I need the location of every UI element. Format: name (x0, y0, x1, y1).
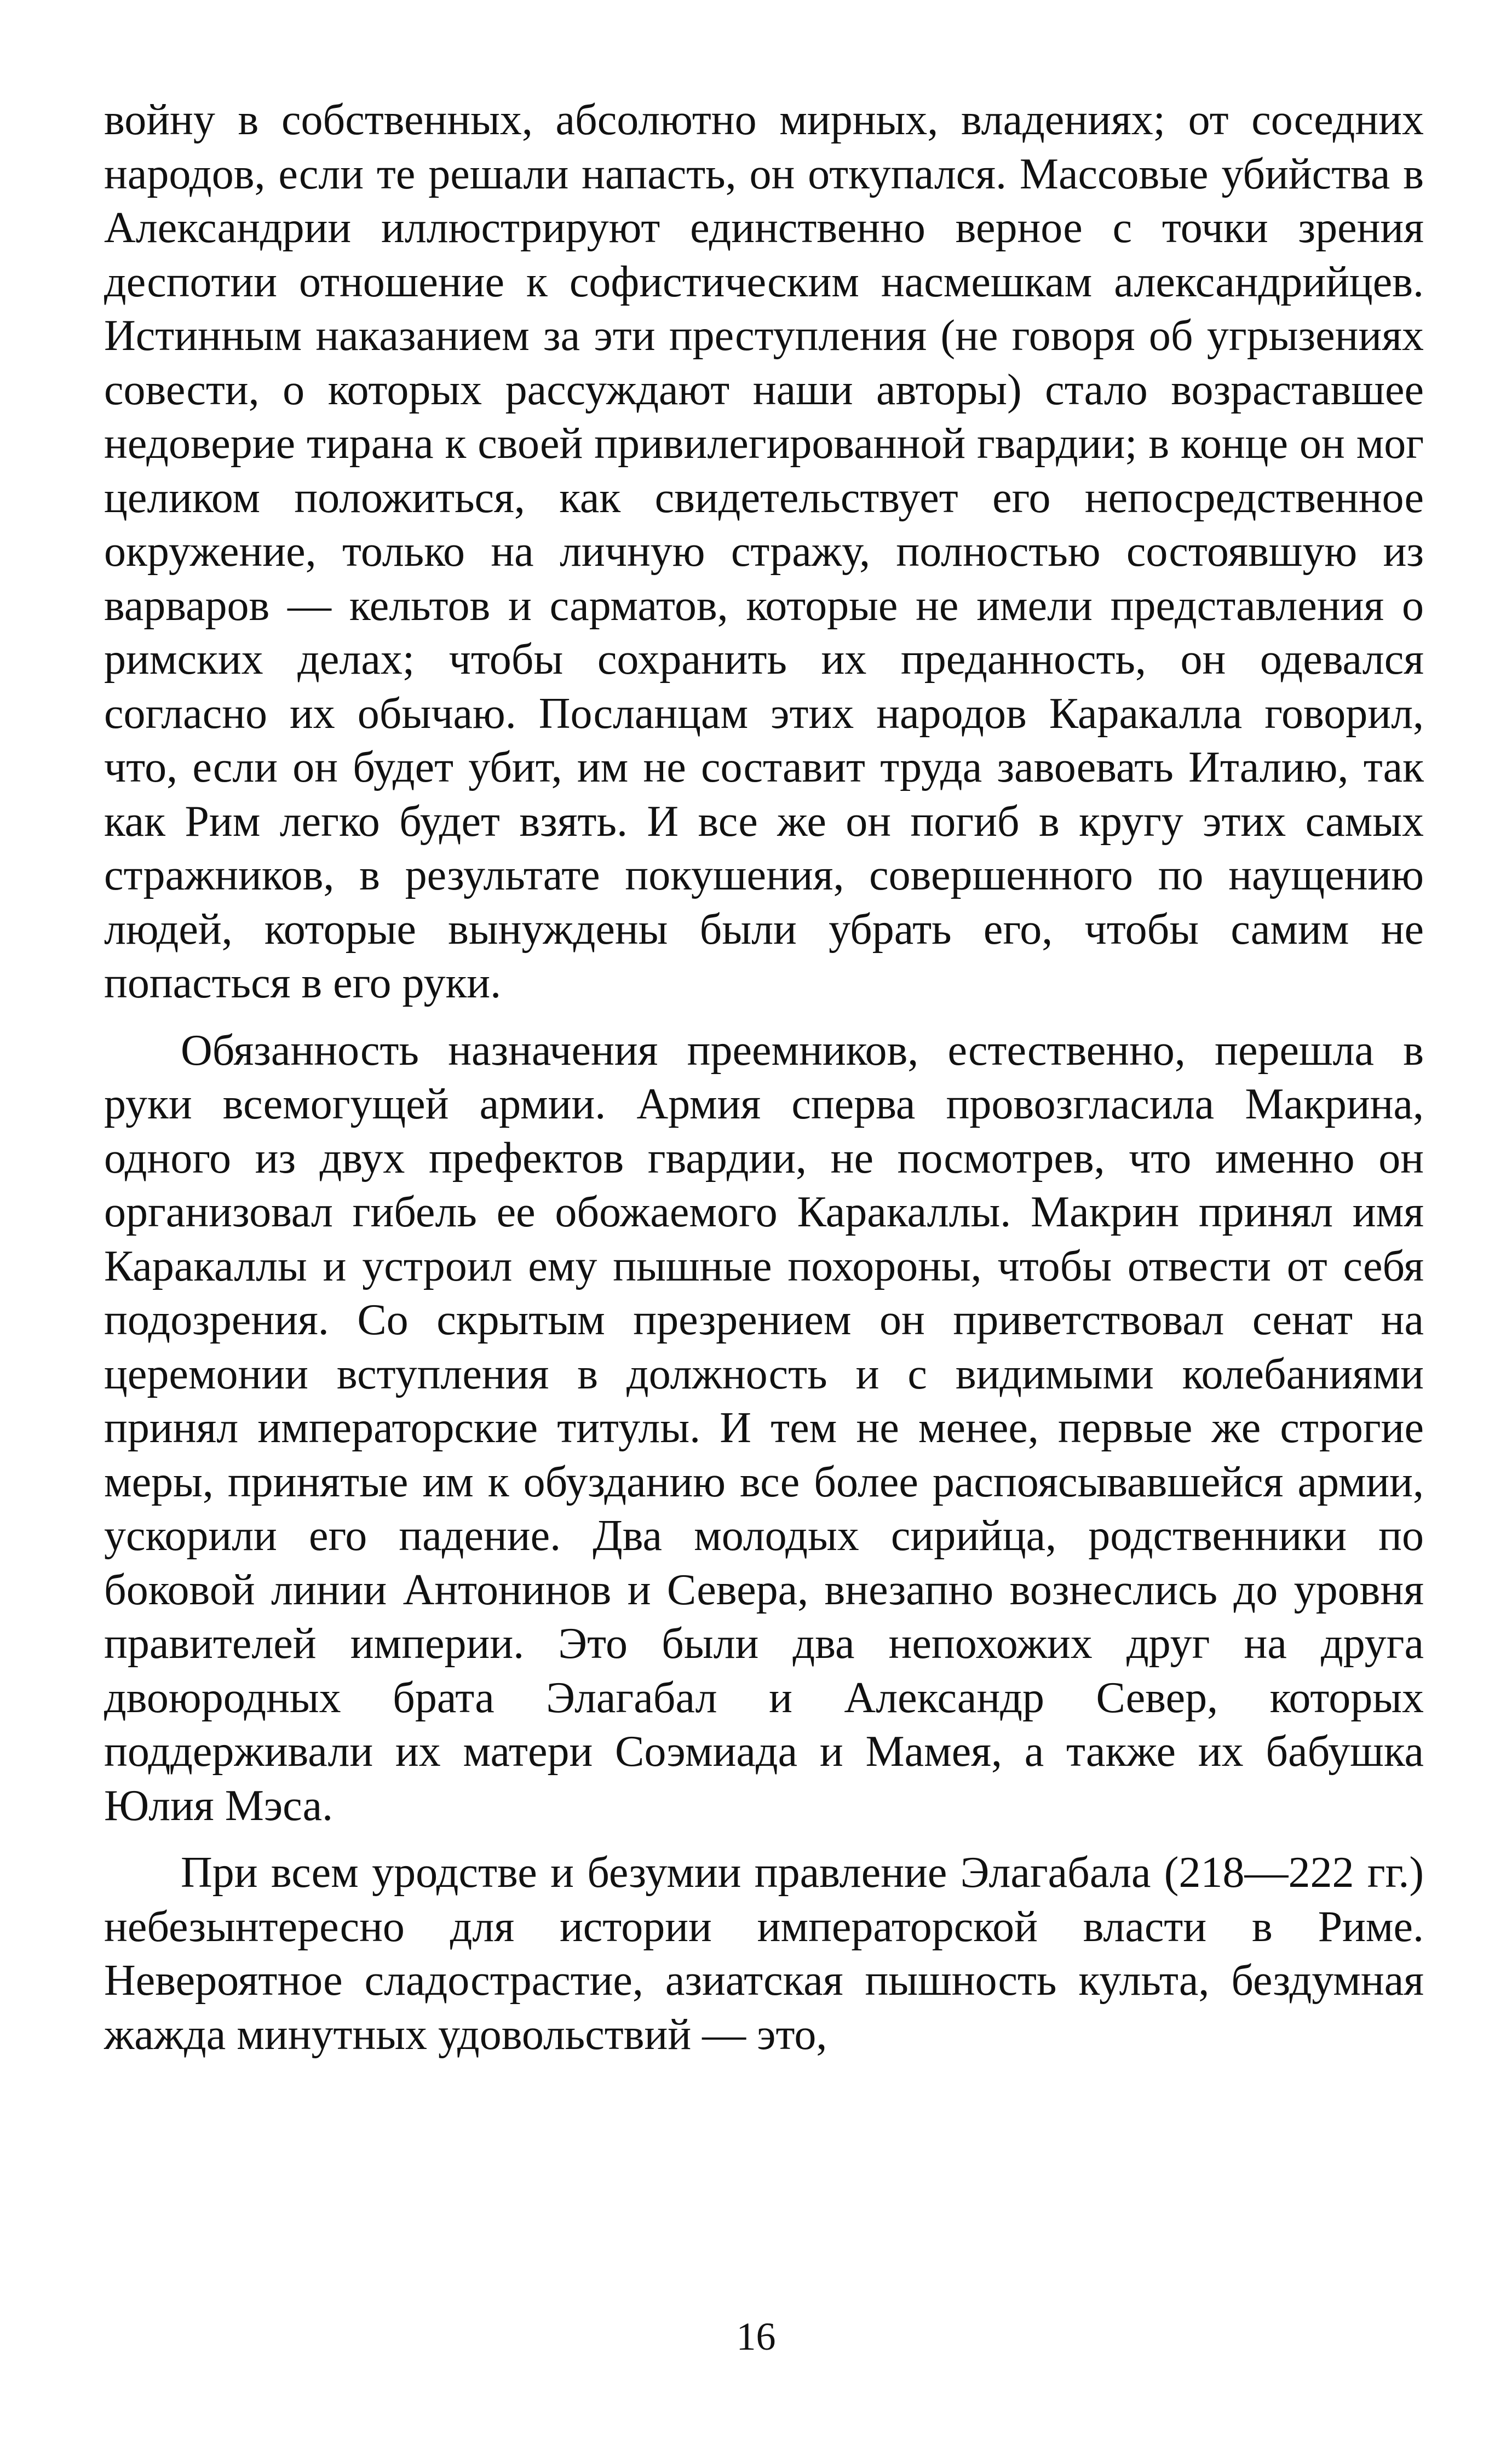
paragraph-3: При всем уродстве и безумии правление Элагабала (218—222 гг.) небезынтересно для истории императорской власти в Риме. Невероятное сладострастие, азиатская пышность культа, бездумная жажда минутных удовольствий — это, (104, 1849, 1424, 2059)
paragraph-2: Обязанность назначения преемников, естественно, перешла в руки всемогущей армии. Армия сперва провозгласила Макрина, одного из двух префектов гвардии, не посмотрев, что именно он организовал гибель ее обожаемого Каракаллы. Макрин принял имя Каракаллы и устроил ему пышные похороны, чтобы отвести от себя подозрения. Со скрытым презрением он приветствовал сенат на церемонии вступления в должность и с видимыми колебаниями принял императорские титулы. И тем не менее, первые же строгие меры, принятые им к обузданию все более распоясывавшейся армии, ускорили его падение. Два молодых сирийца, родственники по боковой линии Антонинов и Севера, внезапно вознеслись до уровня правителей империи. Это были два непохожих друг на друга двоюродных брата Элагабал и Александр Север, которых поддерживали их матери Соэмиада и Мамея, а также их бабушка Юлия Мэса. (104, 1026, 1424, 1830)
paragraph-1: войну в собственных, абсолютно мирных, владениях; от соседних народов, если те решали напасть, он откупался. Массовые убийства в Александрии иллюстрируют единственно верное с точки зрения деспотии отношение к софистическим насмешкам александрийцев. Истинным наказанием за эти преступления (не говоря об угрызениях совести, о которых рассуждают наши авторы) стало возраставшее недоверие тирана к своей привилегированной гвардии; в конце он мог целиком положиться, как свидетельствует его непосредственное окружение, только на личную стражу, полностью состоявшую из варваров — кельтов и сарматов, которые не имели представления о римских делах; чтобы сохранить их преданность, он одевался согласно их обычаю. Посланцам этих народов Каракалла говорил, что, если он будет убит, им не составит труда завоевать Италию, так как Рим легко будет взять. И все же он погиб в кругу этих самых стражников, в результате покушения, совершенного по наущению людей, которые вынуждены были убрать его, чтобы самим не попасться в его руки. (104, 96, 1424, 1007)
page-number: 16 (736, 2315, 776, 2358)
page-body (104, 93, 1424, 2062)
